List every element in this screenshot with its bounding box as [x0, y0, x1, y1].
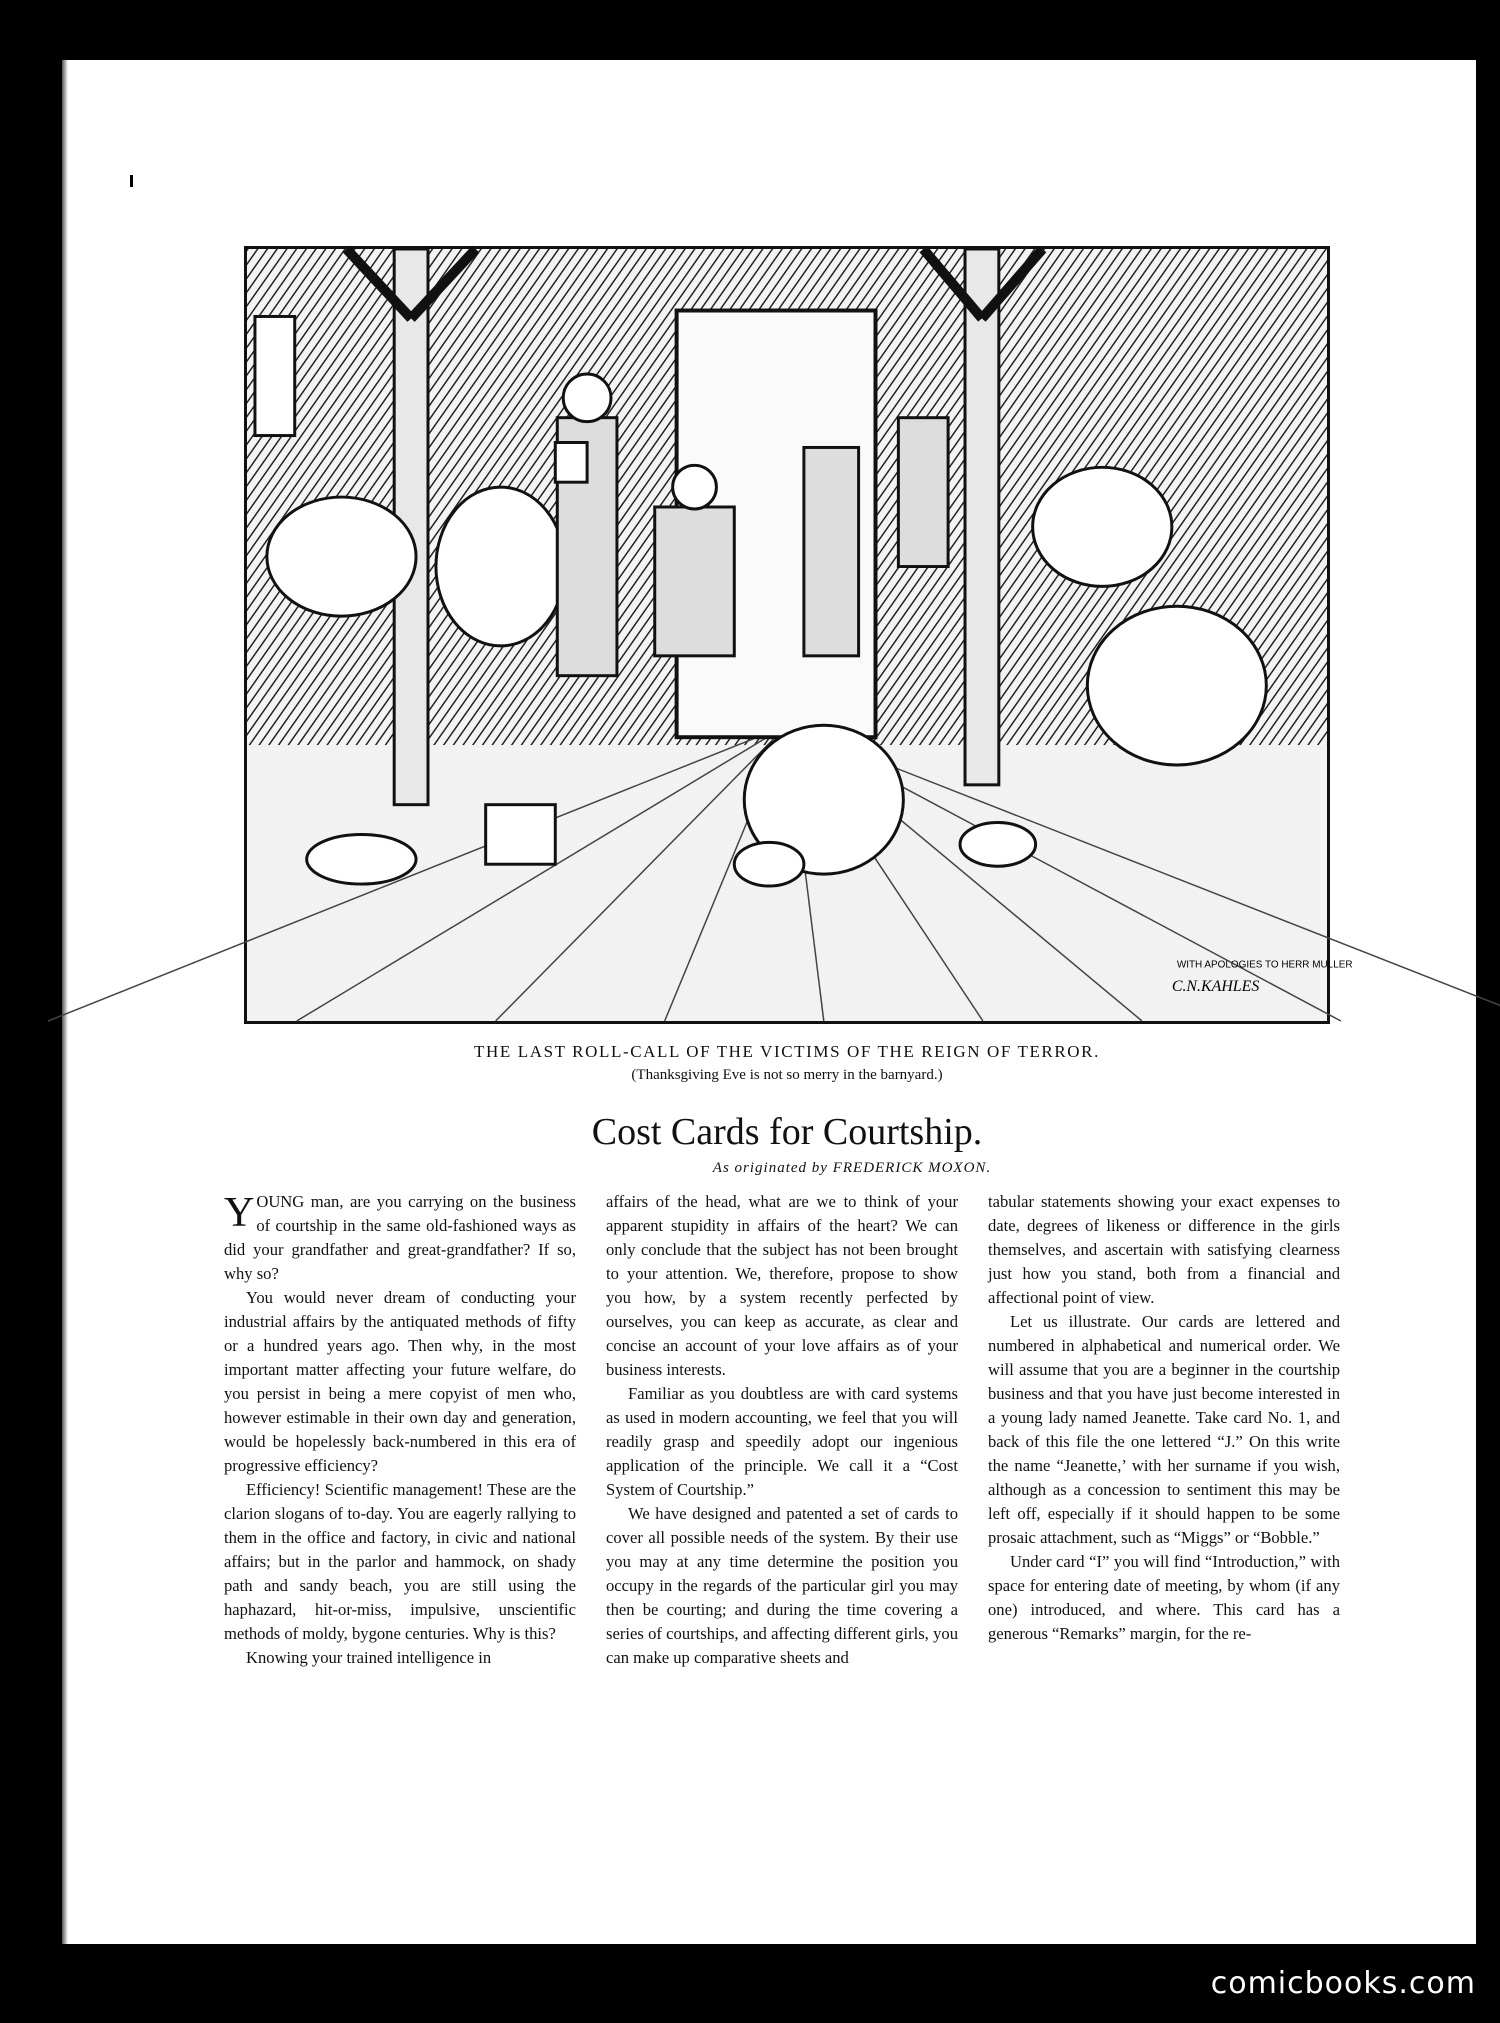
illustration-note: WITH APOLOGIES TO HERR MULLER: [1176, 959, 1353, 971]
scan-mark: [50, 420, 55, 426]
magazine-page: [62, 60, 1476, 1944]
barn-post-right: [965, 249, 999, 785]
turkey: [1087, 606, 1266, 765]
boy-figure: [804, 447, 859, 655]
paragraph: You would never dream of conducting your industrial affairs by the antiquated methods of fifty or a hundred years ago. Then why, in the most important matter affecting your future welfare, do you persist in being a mere copyist of men who, however estimable in their own day and generation, would be hopelessly back-numbered in this era of progressive efficiency?: [224, 1288, 576, 1475]
article-title: Cost Cards for Courtship.: [591, 1111, 983, 1153]
paragraph: Let us illustrate. Our cards are lettered and numbered in alphabetical and numerical order. We will assume that you are a beginner in the courtship business and that you have just become interested in a young lady named Jeanette. Take card No. 1, and back of this file the one lettered “J.” On this write the name “Jeanette,’ with her surname if you wish, although as a concession to sentiment this may be left off, especially if it should happen to be some prosaic attachment, such as “Miggs” or “Bobble.”: [988, 1312, 1340, 1547]
illustration-subcaption: (Thanksgiving Eve is not so merry in the barnyard.): [631, 1067, 943, 1083]
illustration-caption: THE LAST ROLL-CALL OF THE VICTIMS OF THE REIGN OF TERROR.: [474, 1042, 1100, 1061]
paragraph: affairs of the head, what are we to think of your apparent stupidity in affairs of the heart? We can only conclude that the subject has not been brought to your attention. We, therefore, propose to show you how, by a system recently perfected by ourselves, you can keep as accurate, as clear and concise an account of your love affairs as of your business interests.: [606, 1192, 958, 1379]
child-figure: [898, 418, 948, 567]
paragraph: Knowing your trained intelligence in: [246, 1648, 492, 1667]
column-3: [988, 1190, 1340, 1670]
barnyard-drawing: [247, 249, 1353, 1021]
paragraph: Familiar as you doubtless are with card systems as used in modern accounting, we feel that you will readily grasp and speedily adopt our ingenious application of the principle. We call it a “Cost System of Courtship.”: [606, 1384, 958, 1499]
barn-window: [255, 316, 295, 435]
watermark: comicbooks.com: [1210, 1966, 1476, 2001]
woman-figure: [655, 507, 735, 656]
duck-left: [307, 834, 416, 884]
goose-wings: [1033, 467, 1172, 586]
paragraph: Under card “I” you will find “Introduction,” with space for entering date of meeting, by whom (if any one) introduced, and where. This card has a generous “Remarks” margin, for the re-: [988, 1552, 1340, 1643]
barnyard-illustration: [244, 246, 1353, 1024]
duck-right: [960, 823, 1036, 867]
gutter-shadow: [62, 60, 68, 1944]
paragraph: tabular statements showing your exact expenses to date, degrees of likeness or difference in the girls themselves, and ascertain with satisfying clearness just how you stand, both from a financial and affectional point of view.: [988, 1192, 1340, 1307]
column-1: [224, 1190, 576, 1670]
duck-center: [734, 842, 804, 886]
article-columns: [224, 1190, 1340, 1670]
artist-signature: C.N.KAHLES: [1171, 978, 1260, 996]
drop-cap: Y: [224, 1190, 255, 1236]
scan-mark: [130, 175, 133, 187]
pig-standing: [436, 487, 565, 646]
sheep: [267, 497, 416, 616]
column-2: [606, 1190, 958, 1670]
article-byline: As originated by FREDERICK MOXON.: [712, 1160, 992, 1176]
bucket: [486, 805, 556, 865]
paragraph: Efficiency! Scientific management! These are the clarion slogans of to-day. You are eagerly rallying to them in the office and factory, in civic and national affairs; but in the parlor and hammock, on shady path and sandy beach, you are still using the haphazard, hit-or-miss, impulsive, unscientific methods of moldy, bygone centuries. Why is this?: [224, 1480, 576, 1643]
paragraph: We have designed and patented a set of cards to cover all possible needs of the system. By their use you may at any time determine the position you occupy in the regards of the particular girl you may then be courting; and during the time covering a series of courtships, and affecting different girls, you can make up comparative sheets and: [606, 1504, 958, 1667]
paragraph: YOUNG man, are you carrying on the business of courtship in the same old-fashioned ways as did your grandfather and great-grandfather? If so, why so?: [224, 1190, 576, 1283]
